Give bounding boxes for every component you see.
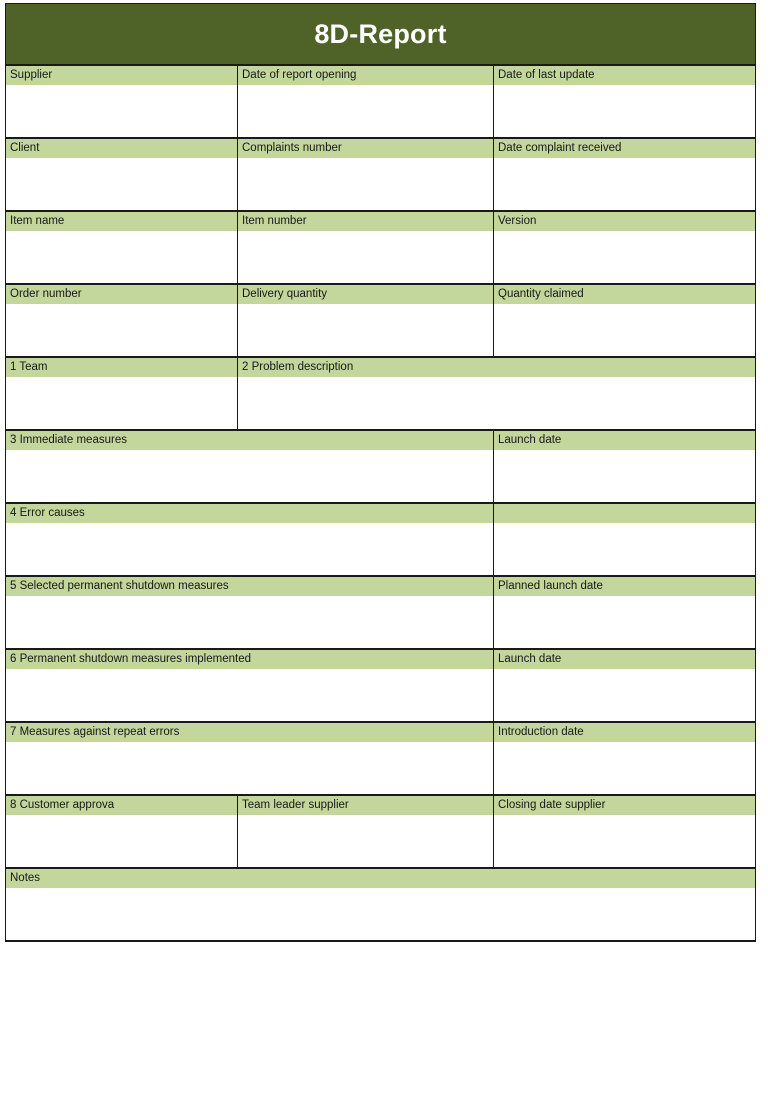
identification-input-row-4 xyxy=(6,304,756,357)
label-error-causes-blank xyxy=(494,503,756,523)
notes-label-row xyxy=(6,868,756,888)
field-launch-date-3[interactable] xyxy=(494,450,756,503)
label-item-name: Item name xyxy=(6,211,238,231)
label-permanent-shutdown-measures-implemented: 6 Permanent shutdown measures implemented xyxy=(6,649,494,669)
label-client: Client xyxy=(6,138,238,158)
field-launch-date-6[interactable] xyxy=(494,669,756,722)
label-team-leader-supplier: Team leader supplier xyxy=(238,795,494,815)
field-order-number[interactable] xyxy=(6,304,238,357)
field-problem-description[interactable] xyxy=(238,377,756,430)
field-closing-date-supplier[interactable] xyxy=(494,815,756,868)
team-problem-input-row xyxy=(6,377,756,430)
identification-label-row-3 xyxy=(6,211,756,231)
label-item-number: Item number xyxy=(238,211,494,231)
label-delivery-quantity: Delivery quantity xyxy=(238,284,494,304)
label-quantity-claimed: Quantity claimed xyxy=(494,284,756,304)
field-measures-against-repeat-errors[interactable] xyxy=(6,742,494,795)
step-8-label-row xyxy=(6,795,756,815)
label-customer-approval: 8 Customer approva xyxy=(6,795,238,815)
page-title: 8D-Report xyxy=(6,4,756,66)
step-5-label-row xyxy=(6,576,756,596)
label-planned-launch-date: Planned launch date xyxy=(494,576,756,596)
label-date-of-last-update: Date of last update xyxy=(494,65,756,85)
label-closing-date-supplier: Closing date supplier xyxy=(494,795,756,815)
identification-input-row-1 xyxy=(6,85,756,138)
label-launch-date-6: Launch date xyxy=(494,649,756,669)
field-delivery-quantity[interactable] xyxy=(238,304,494,357)
field-customer-approval[interactable] xyxy=(6,815,238,868)
field-complaints-number[interactable] xyxy=(238,158,494,211)
field-immediate-measures[interactable] xyxy=(6,450,494,503)
label-immediate-measures: 3 Immediate measures xyxy=(6,430,494,450)
label-measures-against-repeat-errors: 7 Measures against repeat errors xyxy=(6,722,494,742)
step-3-input-row xyxy=(6,450,756,503)
field-supplier[interactable] xyxy=(6,85,238,138)
report-title-row xyxy=(6,4,756,66)
field-client[interactable] xyxy=(6,158,238,211)
identification-input-row-2 xyxy=(6,158,756,211)
field-permanent-shutdown-measures-implemented[interactable] xyxy=(6,669,494,722)
step-6-label-row xyxy=(6,649,756,669)
label-order-number: Order number xyxy=(6,284,238,304)
field-item-number[interactable] xyxy=(238,231,494,284)
step-7-input-row xyxy=(6,742,756,795)
field-team[interactable] xyxy=(6,377,238,430)
label-notes: Notes xyxy=(6,868,756,888)
step-4-input-row xyxy=(6,523,756,576)
field-item-name[interactable] xyxy=(6,231,238,284)
field-date-of-report-opening[interactable] xyxy=(238,85,494,138)
notes-input-row xyxy=(6,888,756,941)
step-4-label-row xyxy=(6,503,756,523)
identification-label-row-1 xyxy=(6,65,756,85)
step-5-input-row xyxy=(6,596,756,649)
label-error-causes: 4 Error causes xyxy=(6,503,494,523)
field-planned-launch-date[interactable] xyxy=(494,596,756,649)
label-introduction-date: Introduction date xyxy=(494,722,756,742)
identification-label-row-4 xyxy=(6,284,756,304)
identification-input-row-3 xyxy=(6,231,756,284)
team-problem-label-row xyxy=(6,357,756,377)
step-6-input-row xyxy=(6,669,756,722)
label-selected-permanent-shutdown-measures: 5 Selected permanent shutdown measures xyxy=(6,576,494,596)
field-notes[interactable] xyxy=(6,888,756,941)
field-introduction-date[interactable] xyxy=(494,742,756,795)
label-date-complaint-received: Date complaint received xyxy=(494,138,756,158)
field-date-of-last-update[interactable] xyxy=(494,85,756,138)
field-version[interactable] xyxy=(494,231,756,284)
label-problem-description: 2 Problem description xyxy=(238,357,756,377)
field-team-leader-supplier[interactable] xyxy=(238,815,494,868)
step-3-label-row xyxy=(6,430,756,450)
field-selected-permanent-shutdown-measures[interactable] xyxy=(6,596,494,649)
label-version: Version xyxy=(494,211,756,231)
label-team: 1 Team xyxy=(6,357,238,377)
step-7-label-row xyxy=(6,722,756,742)
label-launch-date-3: Launch date xyxy=(494,430,756,450)
field-quantity-claimed[interactable] xyxy=(494,304,756,357)
identification-label-row-2 xyxy=(6,138,756,158)
label-date-of-report-opening: Date of report opening xyxy=(238,65,494,85)
label-supplier: Supplier xyxy=(6,65,238,85)
field-date-complaint-received[interactable] xyxy=(494,158,756,211)
label-complaints-number: Complaints number xyxy=(238,138,494,158)
field-error-causes-extra[interactable] xyxy=(494,523,756,576)
field-error-causes[interactable] xyxy=(6,523,494,576)
8d-report-table xyxy=(5,3,756,942)
step-8-input-row xyxy=(6,815,756,868)
